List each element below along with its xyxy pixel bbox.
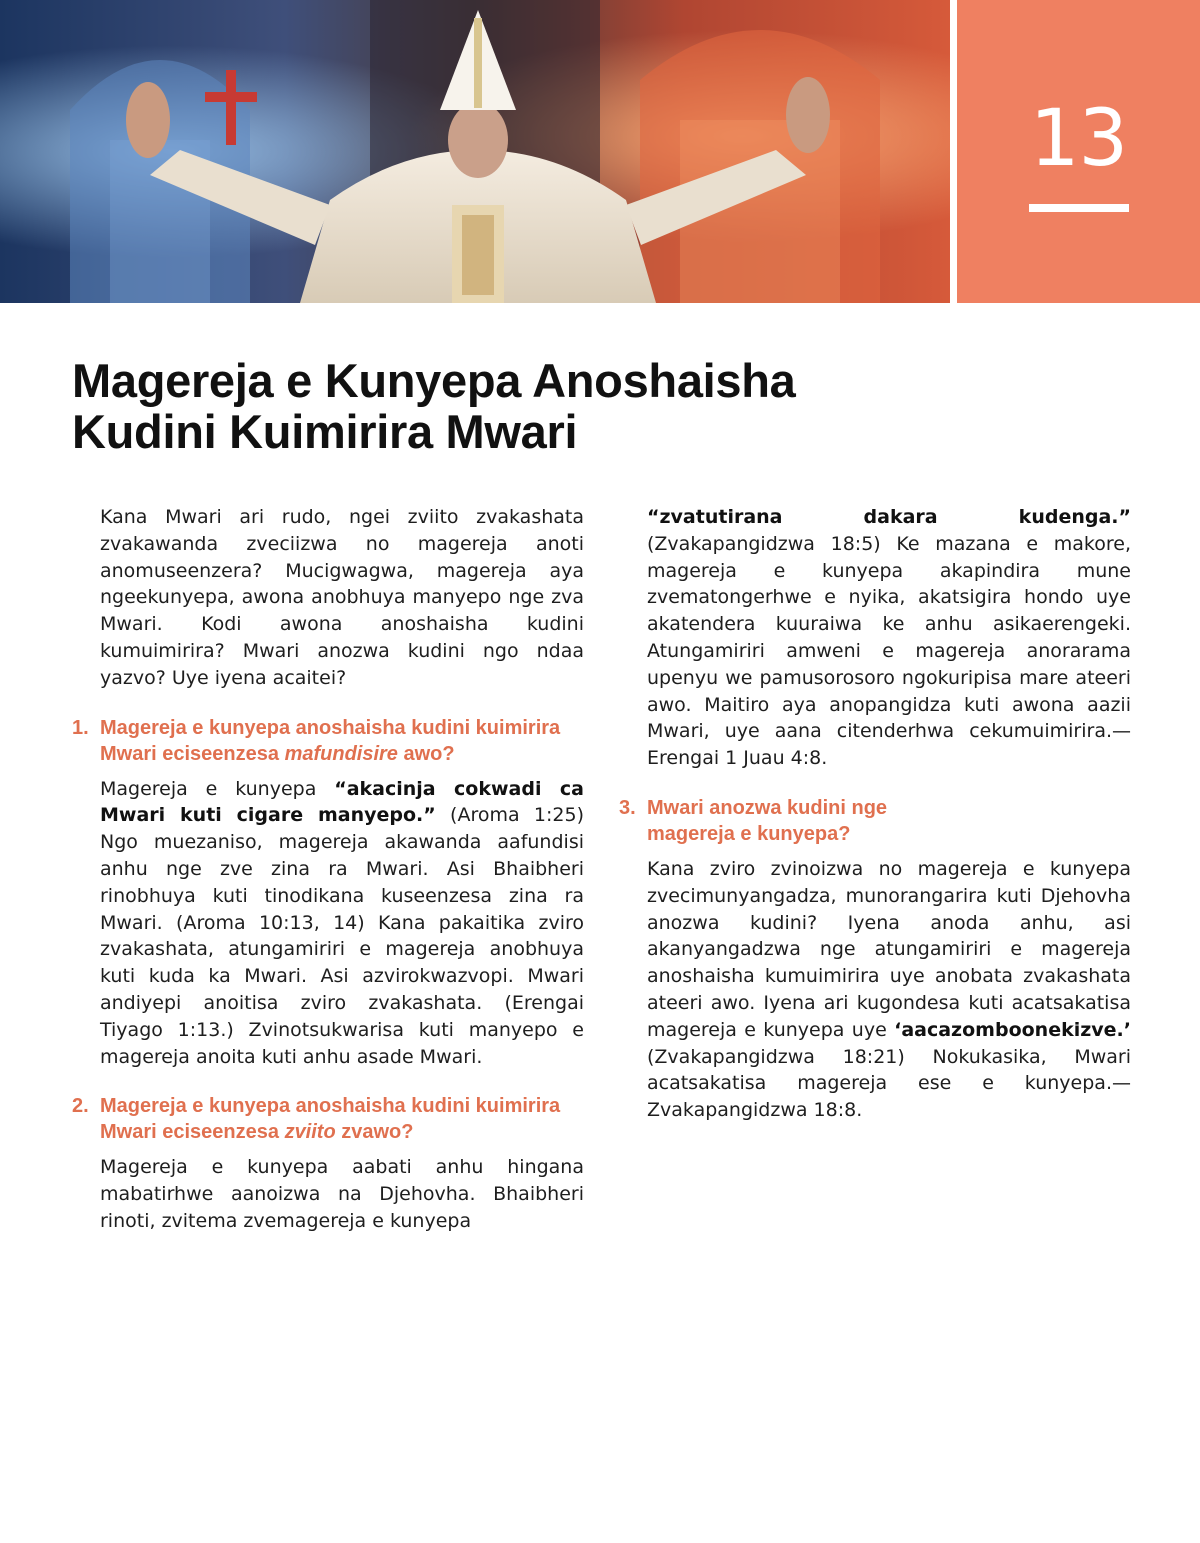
lesson-number-underline — [1029, 204, 1129, 212]
question-3-line-1: Mwari anozwa kudini nge — [647, 796, 888, 819]
question-2 — [72, 1093, 584, 1145]
answer-2-text: (Zvakapangidzwa 18:5) Ke mazana e makore, magereja e kunyepa akapindira mune zvematongerhwe e nyika, akatsigira hondo uye akatendera kuuraiwa ke anhu asikaerengeki. Atungamiriri amweni e magereja anorarama upenyu we pamusorosoro ngokuripisa mare ateeri awo. Maitiro aya anopangidza kuti awona aazii Mwari, uye aana citenderhwa cekumuimirira.—Erengai 1 Juau 4:8. — [647, 532, 1131, 770]
question-3-line-2: magereja e kunyepa? — [647, 822, 851, 845]
question-2-italic: zviito — [284, 1121, 336, 1144]
answer-3-text: Kana zviro zvinoizwa no magereja e kunyepa zvecimunyangadza, munorangarira kuti Djehovha anozwa kudini? Iyena anoda anhu, asi akanyangadzwa nge atungamiriri e magereja anoshaisha kumuimirira uye anobata zvakashata ateeri awo. Iyena ari kugondesa kuti acatsakatisa magereja e kunyepa uye — [647, 857, 1131, 1041]
question-3-number: 3. — [619, 796, 636, 819]
question-1-text: Magereja e kunyepa anoshaisha kudini kuimirira Mwari eciseenzesa — [100, 716, 561, 765]
lesson-number: 13 — [1029, 94, 1128, 184]
title-line-2: Kudini Kuimirira Mwari — [72, 405, 578, 458]
question-2-end: zvawo? — [335, 1121, 414, 1144]
answer-2-quote: “zvatutirana dakara kudenga.” — [647, 506, 1131, 528]
answer-1-paragraph — [100, 776, 584, 1071]
lesson-number-box — [957, 0, 1200, 303]
question-1-end: awo? — [397, 742, 455, 765]
title-line-1: Magereja e Kunyepa Anoshaisha — [72, 354, 796, 407]
answer-1-quote: “akacinja cokwadi ca Mwari kuti cigare manyepo.” — [100, 777, 584, 827]
question-2-number: 2. — [72, 1095, 89, 1118]
answer-2-paragraph-end — [647, 504, 1131, 772]
question-1 — [72, 715, 584, 767]
answer-3-quote: ‘aacazomboonekizve.’ — [894, 1018, 1131, 1041]
answer-1-prefix: Magereja e kunyepa — [100, 777, 335, 800]
question-1-number: 1. — [72, 716, 89, 739]
intro-paragraph: Kana Mwari ari rudo, ngei zviito zvakashata zvakawanda zveciizwa no magereja anoti anomuseenzera? Mucigwagwa, magereja aya ngeekunyepa, awona anobhuya manyepo nge zva Mwari. Kodi awona anoshaisha kudini kumuimirira? Mwari anozwa kudini ngo ndaa yazvo? Uye iyena acaitei? — [100, 506, 584, 689]
page-title — [72, 355, 932, 457]
question-2-text: Magereja e kunyepa anoshaisha kudini kuimirira Mwari eciseenzesa — [100, 1095, 561, 1144]
answer-1-text: (Aroma 1:25) Ngo muezaniso, magereja akawanda aafundisi anhu nge zve zina ra Mwari. Asi Bhaibheri rinobhuya kuti tinodikana kuseenzesa zina ra Mwari. (Aroma 10:13, 14) Kana pakaitika zviro zvakashata, atungamiriri e magereja anobhuya kuti kuda ka Mwari. Asi azvirokwazvopi. Mwari andiyepi anoitisa zviro zvakashata. (Erengai Tiyago 1:13.) Zvinotsukwarisa kuti manyepo e magereja anoita kuti anhu asade Mwari. — [100, 804, 584, 1068]
right-column — [619, 504, 1131, 1124]
left-column — [72, 504, 584, 1235]
hero-image — [0, 0, 950, 303]
question-1-italic: mafundisire — [284, 742, 398, 765]
answer-3-text-end: (Zvakapangidzwa 18:21) Nokukasika, Mwari acatsakatisa magereja ese e kunyepa.—Zvakapangidzwa 18:8. — [647, 1045, 1131, 1122]
answer-2-paragraph-start: Magereja e kunyepa aabati anhu hingana mabatirhwe aanoizwa na Djehovha. Bhaibheri rinoti, zvitema zvemagereja e kunyepa — [100, 1156, 584, 1232]
answer-3-paragraph — [647, 856, 1131, 1124]
question-3 — [619, 795, 1131, 847]
